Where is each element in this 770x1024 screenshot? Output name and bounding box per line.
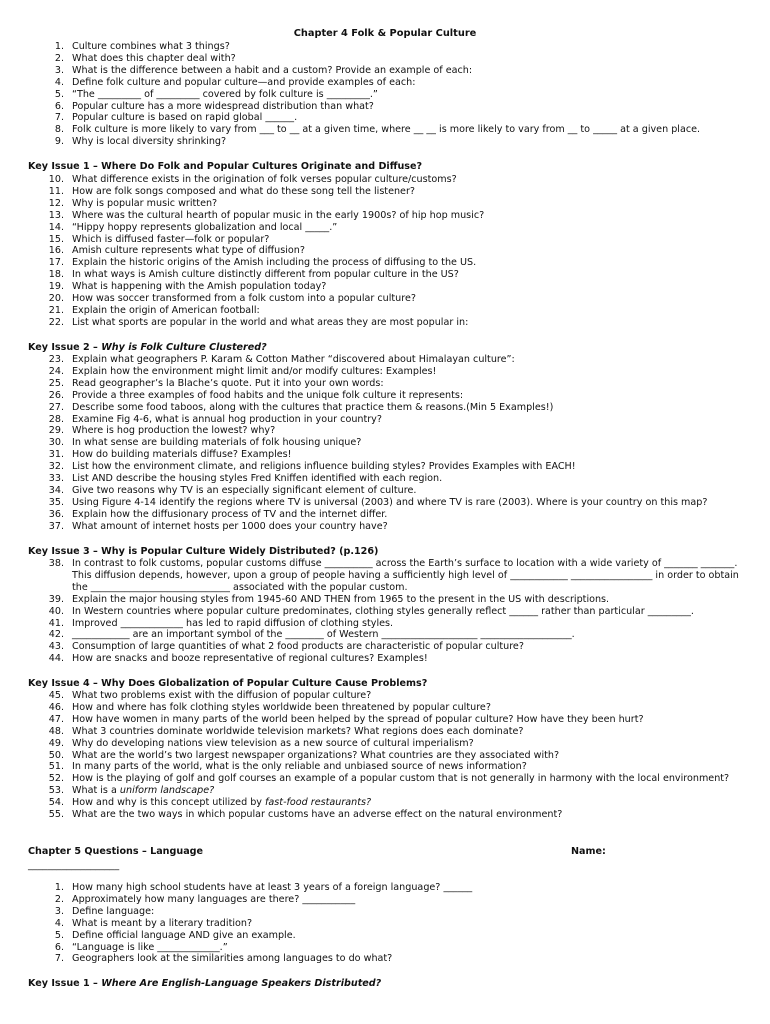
question-text: Explain the historic origins of the Amish including the process of diffusing to the US.	[72, 257, 477, 269]
question-item	[0, 390, 770, 402]
question-item	[0, 210, 770, 222]
question-number: 3.	[54, 64, 64, 76]
question-text: Amish culture represents what type of diffusion?	[72, 245, 305, 257]
question-item	[0, 245, 770, 257]
question-text: How have women in many parts of the world been helped by the spread of popular culture? How have they been hurt?	[72, 713, 644, 725]
question-item	[0, 726, 770, 738]
question-number: 29.	[48, 425, 64, 437]
ki2-heading-title: Why is Folk Culture Clustered?	[101, 342, 267, 353]
question-number: 36.	[48, 508, 64, 520]
question-item	[0, 509, 770, 521]
question-text: “Language is like _____________.”	[72, 941, 228, 953]
intro-questions	[0, 41, 770, 148]
question-item	[0, 281, 770, 293]
question-text: Explain the major housing styles from 1945-60 AND THEN from 1965 to the present in the US with descriptions.	[72, 593, 610, 605]
question-text: Explain how the environment might limit and/or modify cultures: Examples!	[72, 365, 437, 377]
question-item	[0, 714, 770, 726]
question-item	[0, 378, 770, 390]
question-text: List AND describe the housing styles Fred Kniffen identified with each region.	[72, 473, 443, 485]
question-number: 52.	[48, 773, 64, 785]
question-text: Provide a three examples of food habits and the unique folk culture it represents:	[72, 389, 464, 401]
question-number: 3.	[54, 905, 64, 917]
question-text: How do building materials diffuse? Examples!	[72, 449, 292, 461]
question-number: 43.	[48, 641, 64, 653]
question-text: Define official language AND give an example.	[72, 929, 296, 941]
question-item	[0, 629, 770, 641]
question-item	[0, 89, 770, 101]
question-number: 8.	[54, 124, 64, 136]
question-number: 19.	[48, 281, 64, 293]
question-number: 14.	[48, 221, 64, 233]
question-number: 42.	[48, 629, 64, 641]
question-item	[0, 809, 770, 821]
question-item	[0, 521, 770, 533]
question-number: 47.	[48, 713, 64, 725]
ki2-heading-prefix: Key Issue 2 –	[28, 342, 102, 353]
question-item	[0, 906, 770, 918]
question-number: 49.	[48, 737, 64, 749]
question-item	[0, 293, 770, 305]
question-number: 18.	[48, 269, 64, 281]
question-number: 44.	[48, 653, 64, 665]
question-text: Describe some food taboos, along with the cultures that practice them & reasons.(Min 5 Examples!)	[72, 401, 554, 413]
question-item	[0, 773, 770, 785]
question-text: Explain what geographers P. Karam & Cotton Mather “discovered about Himalayan culture”:	[72, 354, 515, 365]
question-number: 23.	[48, 354, 64, 365]
question-number: 5.	[54, 88, 64, 100]
question-item	[0, 402, 770, 414]
question-number: 10.	[48, 174, 64, 185]
question-item	[0, 124, 770, 136]
question-item	[0, 750, 770, 762]
question-item	[0, 41, 770, 53]
question-number: 22.	[48, 316, 64, 328]
question-item	[0, 198, 770, 210]
question-text: What two problems exist with the diffusion of popular culture?	[72, 690, 372, 701]
question-item	[0, 257, 770, 269]
question-item	[0, 653, 770, 665]
question-text: Define folk culture and popular culture—and provide examples of each:	[72, 76, 416, 88]
question-number: 5.	[54, 929, 64, 941]
question-number: 7.	[54, 112, 64, 124]
question-number: 26.	[48, 389, 64, 401]
question-item	[0, 882, 770, 894]
question-number: 27.	[48, 401, 64, 413]
question-text: What is the difference between a habit and a custom? Provide an example of each:	[72, 64, 473, 76]
ki4-heading: Key Issue 4 – Why Does Globalization of Popular Culture Cause Problems?	[28, 678, 428, 689]
question-number: 40.	[48, 605, 64, 617]
question-text: Define language:	[72, 905, 155, 917]
question-number: 35.	[48, 496, 64, 508]
question-item	[0, 641, 770, 653]
question-number: 1.	[54, 882, 64, 893]
question-text: How many high school students have at least 3 years of a foreign language? ______	[72, 882, 473, 893]
question-text: What is a uniform landscape?	[72, 785, 215, 797]
question-text: Approximately how many languages are there? ___________	[72, 893, 356, 905]
question-number: 55.	[48, 809, 64, 821]
question-item	[0, 425, 770, 437]
question-number: 2.	[54, 893, 64, 905]
question-text: Geographers look at the similarities among languages to do what?	[72, 953, 393, 965]
question-item	[0, 414, 770, 426]
question-text: How and why is this concept utilized by fast-food restaurants?	[72, 797, 372, 809]
question-text: How is the playing of golf and golf courses an example of a popular custom that is not generally in harmony with the local environment?	[72, 773, 730, 785]
question-text: In contrast to folk customs, popular customs diffuse __________ across the Earth’s surface to location with a wide variety of _______ _______. This diffusion depends, however, upon a group of people having a sufficiently high level of ____________ _________________ in order to obtain the _____________________________ associated with the popular custom.	[72, 558, 739, 593]
question-number: 31.	[48, 449, 64, 461]
question-text: Why is popular music written?	[72, 197, 218, 209]
ki3-heading: Key Issue 3 – Why is Popular Culture Widely Distributed? (p.126)	[28, 546, 379, 557]
question-item	[0, 112, 770, 124]
question-item	[0, 606, 770, 618]
question-text: “Hippy hoppy represents globalization and local _____.”	[72, 221, 338, 233]
question-number: 39.	[48, 593, 64, 605]
question-number: 28.	[48, 413, 64, 425]
question-item	[0, 136, 770, 148]
question-text: How was soccer transformed from a folk custom into a popular culture?	[72, 293, 416, 305]
question-text: Where was the cultural hearth of popular music in the early 1900s? of hip hop music?	[72, 209, 485, 221]
question-item	[0, 234, 770, 246]
question-number: 33.	[48, 473, 64, 485]
ki1-heading: Key Issue 1 – Where Do Folk and Popular Cultures Originate and Diffuse?	[28, 161, 423, 172]
question-text: In many parts of the world, what is the only reliable and unbiased source of news information?	[72, 761, 527, 773]
question-text: What is meant by a literary tradition?	[72, 917, 253, 929]
question-text: In what sense are building materials of folk housing unique?	[72, 437, 362, 449]
question-text: Which is diffused faster—folk or popular?	[72, 233, 270, 245]
question-text: Give two reasons why TV is an especially significant element of culture.	[72, 484, 417, 496]
question-item	[0, 449, 770, 461]
question-text: How and where has folk clothing styles worldwide been threatened by popular culture?	[72, 701, 491, 713]
question-item	[0, 930, 770, 942]
ch5-ki1-title: Where Are English-Language Speakers Distributed?	[101, 978, 382, 989]
question-number: 46.	[48, 701, 64, 713]
question-text: Using Figure 4-14 identify the regions where TV is universal (2003) and where TV is rare (2003). Where is your country on this map?	[72, 496, 708, 508]
question-number: 21.	[48, 304, 64, 316]
name-label: Name:	[571, 846, 606, 857]
question-number: 20.	[48, 293, 64, 305]
question-text: ____________ are an important symbol of the ________ of Western ____________________ ___________________.	[72, 629, 575, 641]
question-item	[0, 594, 770, 606]
question-item	[0, 894, 770, 906]
question-number: 16.	[48, 245, 64, 257]
question-text: Why is local diversity shrinking?	[72, 136, 227, 148]
question-text: Explain the origin of American football:	[72, 304, 260, 316]
question-number: 34.	[48, 484, 64, 496]
question-number: 12.	[48, 197, 64, 209]
question-number: 17.	[48, 257, 64, 269]
question-number: 11.	[48, 185, 64, 197]
question-text: What does this chapter deal with?	[72, 52, 236, 64]
question-text: Explain how the diffusionary process of TV and the internet differ.	[72, 508, 388, 520]
question-text: What amount of internet hosts per 1000 does your country have?	[72, 520, 388, 532]
question-text: What is happening with the Amish population today?	[72, 281, 327, 293]
page-title: Chapter 4 Folk & Popular Culture	[293, 28, 477, 39]
question-item	[0, 461, 770, 473]
question-item	[0, 101, 770, 113]
question-number: 30.	[48, 437, 64, 449]
question-item	[0, 269, 770, 281]
question-item	[0, 366, 770, 378]
question-number: 37.	[48, 520, 64, 532]
question-item	[0, 690, 770, 702]
ch5-ki1-prefix: Key Issue 1 –	[28, 978, 102, 989]
ki3-questions	[0, 558, 770, 665]
question-text: Why do developing nations view television as a new source of cultural imperialism?	[72, 737, 474, 749]
question-text: How are snacks and booze representative of regional cultures? Examples!	[72, 653, 428, 665]
question-item	[0, 918, 770, 930]
ki4-questions	[0, 690, 770, 821]
question-number: 13.	[48, 209, 64, 221]
question-item	[0, 437, 770, 449]
question-item	[0, 317, 770, 329]
question-number: 7.	[54, 953, 64, 965]
question-item	[0, 618, 770, 630]
question-number: 51.	[48, 761, 64, 773]
question-text: In Western countries where popular culture predominates, clothing styles generally reflect ______ rather than particular _________.	[72, 605, 694, 617]
question-text: “The _________ of _________ covered by folk culture is _________.”	[72, 88, 378, 100]
question-text: Where is hog production the lowest? why?	[72, 425, 276, 437]
question-item	[0, 354, 770, 366]
question-item	[0, 702, 770, 714]
ki1-questions	[0, 174, 770, 329]
question-text: Read geographer’s la Blache’s quote. Put it into your own words:	[72, 377, 384, 389]
question-number: 6.	[54, 100, 64, 112]
question-item	[0, 305, 770, 317]
question-number: 38.	[48, 558, 64, 569]
ch5-questions	[0, 882, 770, 965]
question-text: How are folk songs composed and what do these song tell the listener?	[72, 185, 415, 197]
question-number: 1.	[54, 41, 64, 52]
question-item	[0, 497, 770, 509]
question-item	[0, 738, 770, 750]
question-number: 2.	[54, 52, 64, 64]
ki2-heading	[28, 342, 267, 354]
ki2-questions	[0, 354, 770, 533]
question-number: 48.	[48, 725, 64, 737]
question-text: In what ways is Amish culture distinctly different from popular culture in the US?	[72, 269, 459, 281]
question-number: 32.	[48, 461, 64, 473]
question-number: 6.	[54, 941, 64, 953]
question-text: Culture combines what 3 things?	[72, 41, 230, 52]
question-item	[0, 797, 770, 809]
question-number: 15.	[48, 233, 64, 245]
ch5-ki1-heading	[28, 978, 381, 990]
question-item	[0, 942, 770, 954]
question-number: 45.	[48, 690, 64, 701]
question-number: 9.	[54, 136, 64, 148]
question-item	[0, 485, 770, 497]
question-text: Folk culture is more likely to vary from ___ to __ at a given time, where __ __ is more likely to vary from __ to _____ at a given place.	[72, 124, 701, 136]
question-item	[0, 186, 770, 198]
question-item	[0, 953, 770, 965]
question-text: Examine Fig 4-6, what is annual hog production in your country?	[72, 413, 382, 425]
question-number: 53.	[48, 785, 64, 797]
question-number: 4.	[54, 76, 64, 88]
question-item	[0, 53, 770, 65]
question-text: Popular culture has a more widespread distribution than what?	[72, 100, 374, 112]
question-item	[0, 761, 770, 773]
question-item	[0, 77, 770, 89]
question-number: 41.	[48, 617, 64, 629]
question-text: What are the two ways in which popular customs have an adverse effect on the natural environment?	[72, 809, 563, 821]
question-text: Consumption of large quantities of what 2 food products are characteristic of popular culture?	[72, 641, 524, 653]
question-text: What are the world’s two largest newspaper organizations? What countries are they associated with?	[72, 749, 560, 761]
question-number: 24.	[48, 365, 64, 377]
question-number: 54.	[48, 797, 64, 809]
question-item	[0, 222, 770, 234]
ch5-heading: Chapter 5 Questions – Language	[28, 846, 204, 857]
question-text: List how the environment climate, and religions influence building styles? Provides Examples with EACH!	[72, 461, 576, 473]
question-number: 50.	[48, 749, 64, 761]
question-item	[0, 473, 770, 485]
question-number: 4.	[54, 917, 64, 929]
question-item	[0, 174, 770, 186]
question-text: What 3 countries dominate worldwide television markets? What regions does each dominate?	[72, 725, 524, 737]
question-item	[0, 785, 770, 797]
question-number: 25.	[48, 377, 64, 389]
question-text: Popular culture is based on rapid global ______.	[72, 112, 298, 124]
question-item	[0, 558, 770, 594]
name-line: ___________________	[28, 860, 120, 871]
question-text: What difference exists in the origination of folk verses popular culture/customs?	[72, 174, 457, 185]
question-text: Improved _____________ has led to rapid diffusion of clothing styles.	[72, 617, 394, 629]
question-text: List what sports are popular in the world and what areas they are most popular in:	[72, 316, 469, 328]
question-item	[0, 65, 770, 77]
